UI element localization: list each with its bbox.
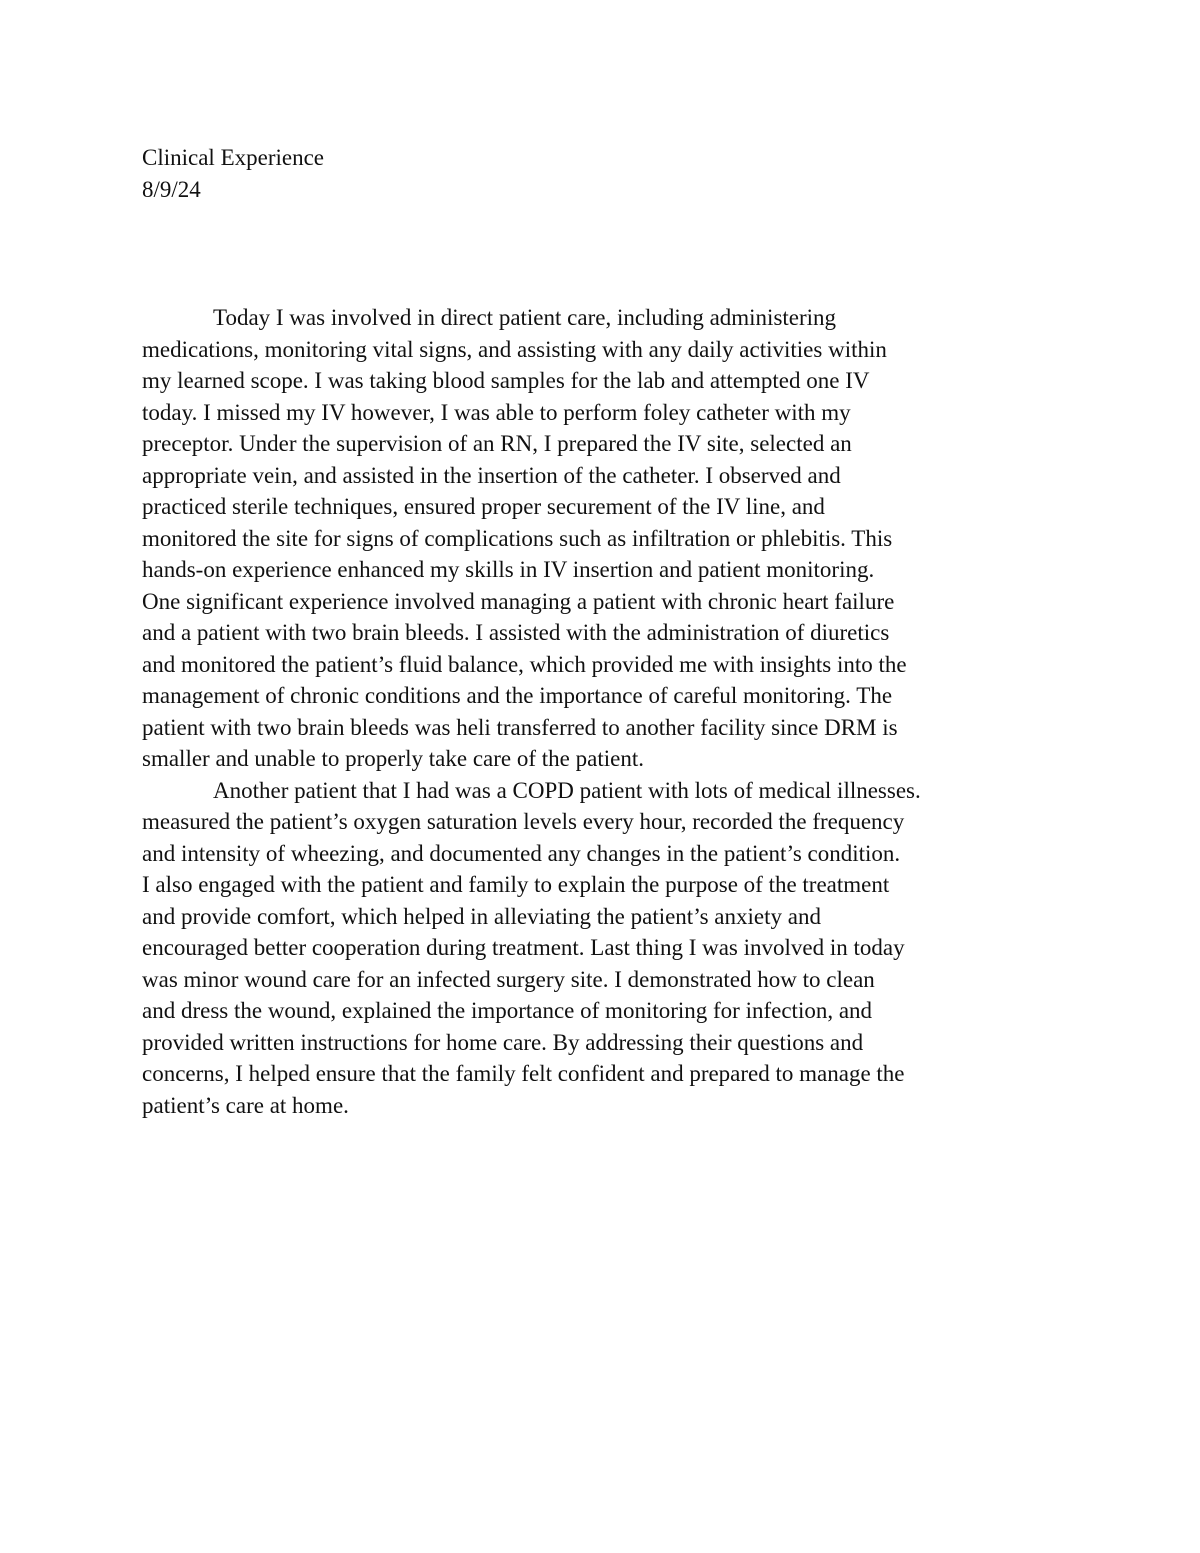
document-body [142,302,1062,1121]
body-line: my learned scope. I was taking blood samples for the lab and attempted one IV [142,368,870,393]
body-line: and a patient with two brain bleeds. I assisted with the administration of diuretics [142,620,890,645]
body-line: preceptor. Under the supervision of an RN, I prepared the IV site, selected an [142,431,852,456]
body-line: patient’s care at home. [142,1092,349,1118]
body-line: smaller and unable to properly take care of the patient. [142,746,644,771]
body-line: medications, monitoring vital signs, and assisting with any daily activities within [142,336,887,362]
body-line: hands-on experience enhanced my skills in IV insertion and patient monitoring. [142,557,875,582]
body-line: measured the patient’s oxygen saturation levels every hour, recorded the frequency [142,809,905,834]
body-line: provided written instructions for home care. By addressing their questions and [142,1029,864,1055]
body-line: and intensity of wheezing, and documented any changes in the patient’s condition. [142,840,901,866]
body-line: today. I missed my IV however, I was able to perform foley catheter with my [142,399,851,425]
body-line: and provide comfort, which helped in alleviating the patient’s anxiety and [142,903,821,929]
body-line: I also engaged with the patient and family to explain the purpose of the treatment [142,872,890,897]
body-line: One significant experience involved managing a patient with chronic heart failure [142,588,895,614]
body-line: practiced sterile techniques, ensured proper securement of the IV line, and [142,494,825,519]
body-line: was minor wound care for an infected surgery site. I demonstrated how to clean [142,966,875,992]
body-line: concerns, I helped ensure that the family felt confident and prepared to manage the [142,1061,905,1086]
body-line: and dress the wound, explained the importance of monitoring for infection, and [142,998,873,1023]
body-line: encouraged better cooperation during treatment. Last thing I was involved in today [142,935,905,960]
body-line: and monitored the patient’s fluid balance, which provided me with insights into the [142,651,907,677]
document-title: Clinical Experience [142,145,325,170]
body-line: monitored the site for signs of complications such as infiltration or phlebitis. This [142,525,893,551]
body-line: Today I was involved in direct patient care, including administering [213,305,837,330]
body-line: appropriate vein, and assisted in the insertion of the catheter. I observed and [142,462,841,488]
document-date: 8/9/24 [142,176,201,202]
body-line: Another patient that I had was a COPD patient with lots of medical illnesses. [213,777,921,803]
body-line: patient with two brain bleeds was heli transferred to another facility since DRM is [142,714,898,740]
body-line: management of chronic conditions and the importance of careful monitoring. The [142,683,893,708]
document-header [142,142,1062,205]
